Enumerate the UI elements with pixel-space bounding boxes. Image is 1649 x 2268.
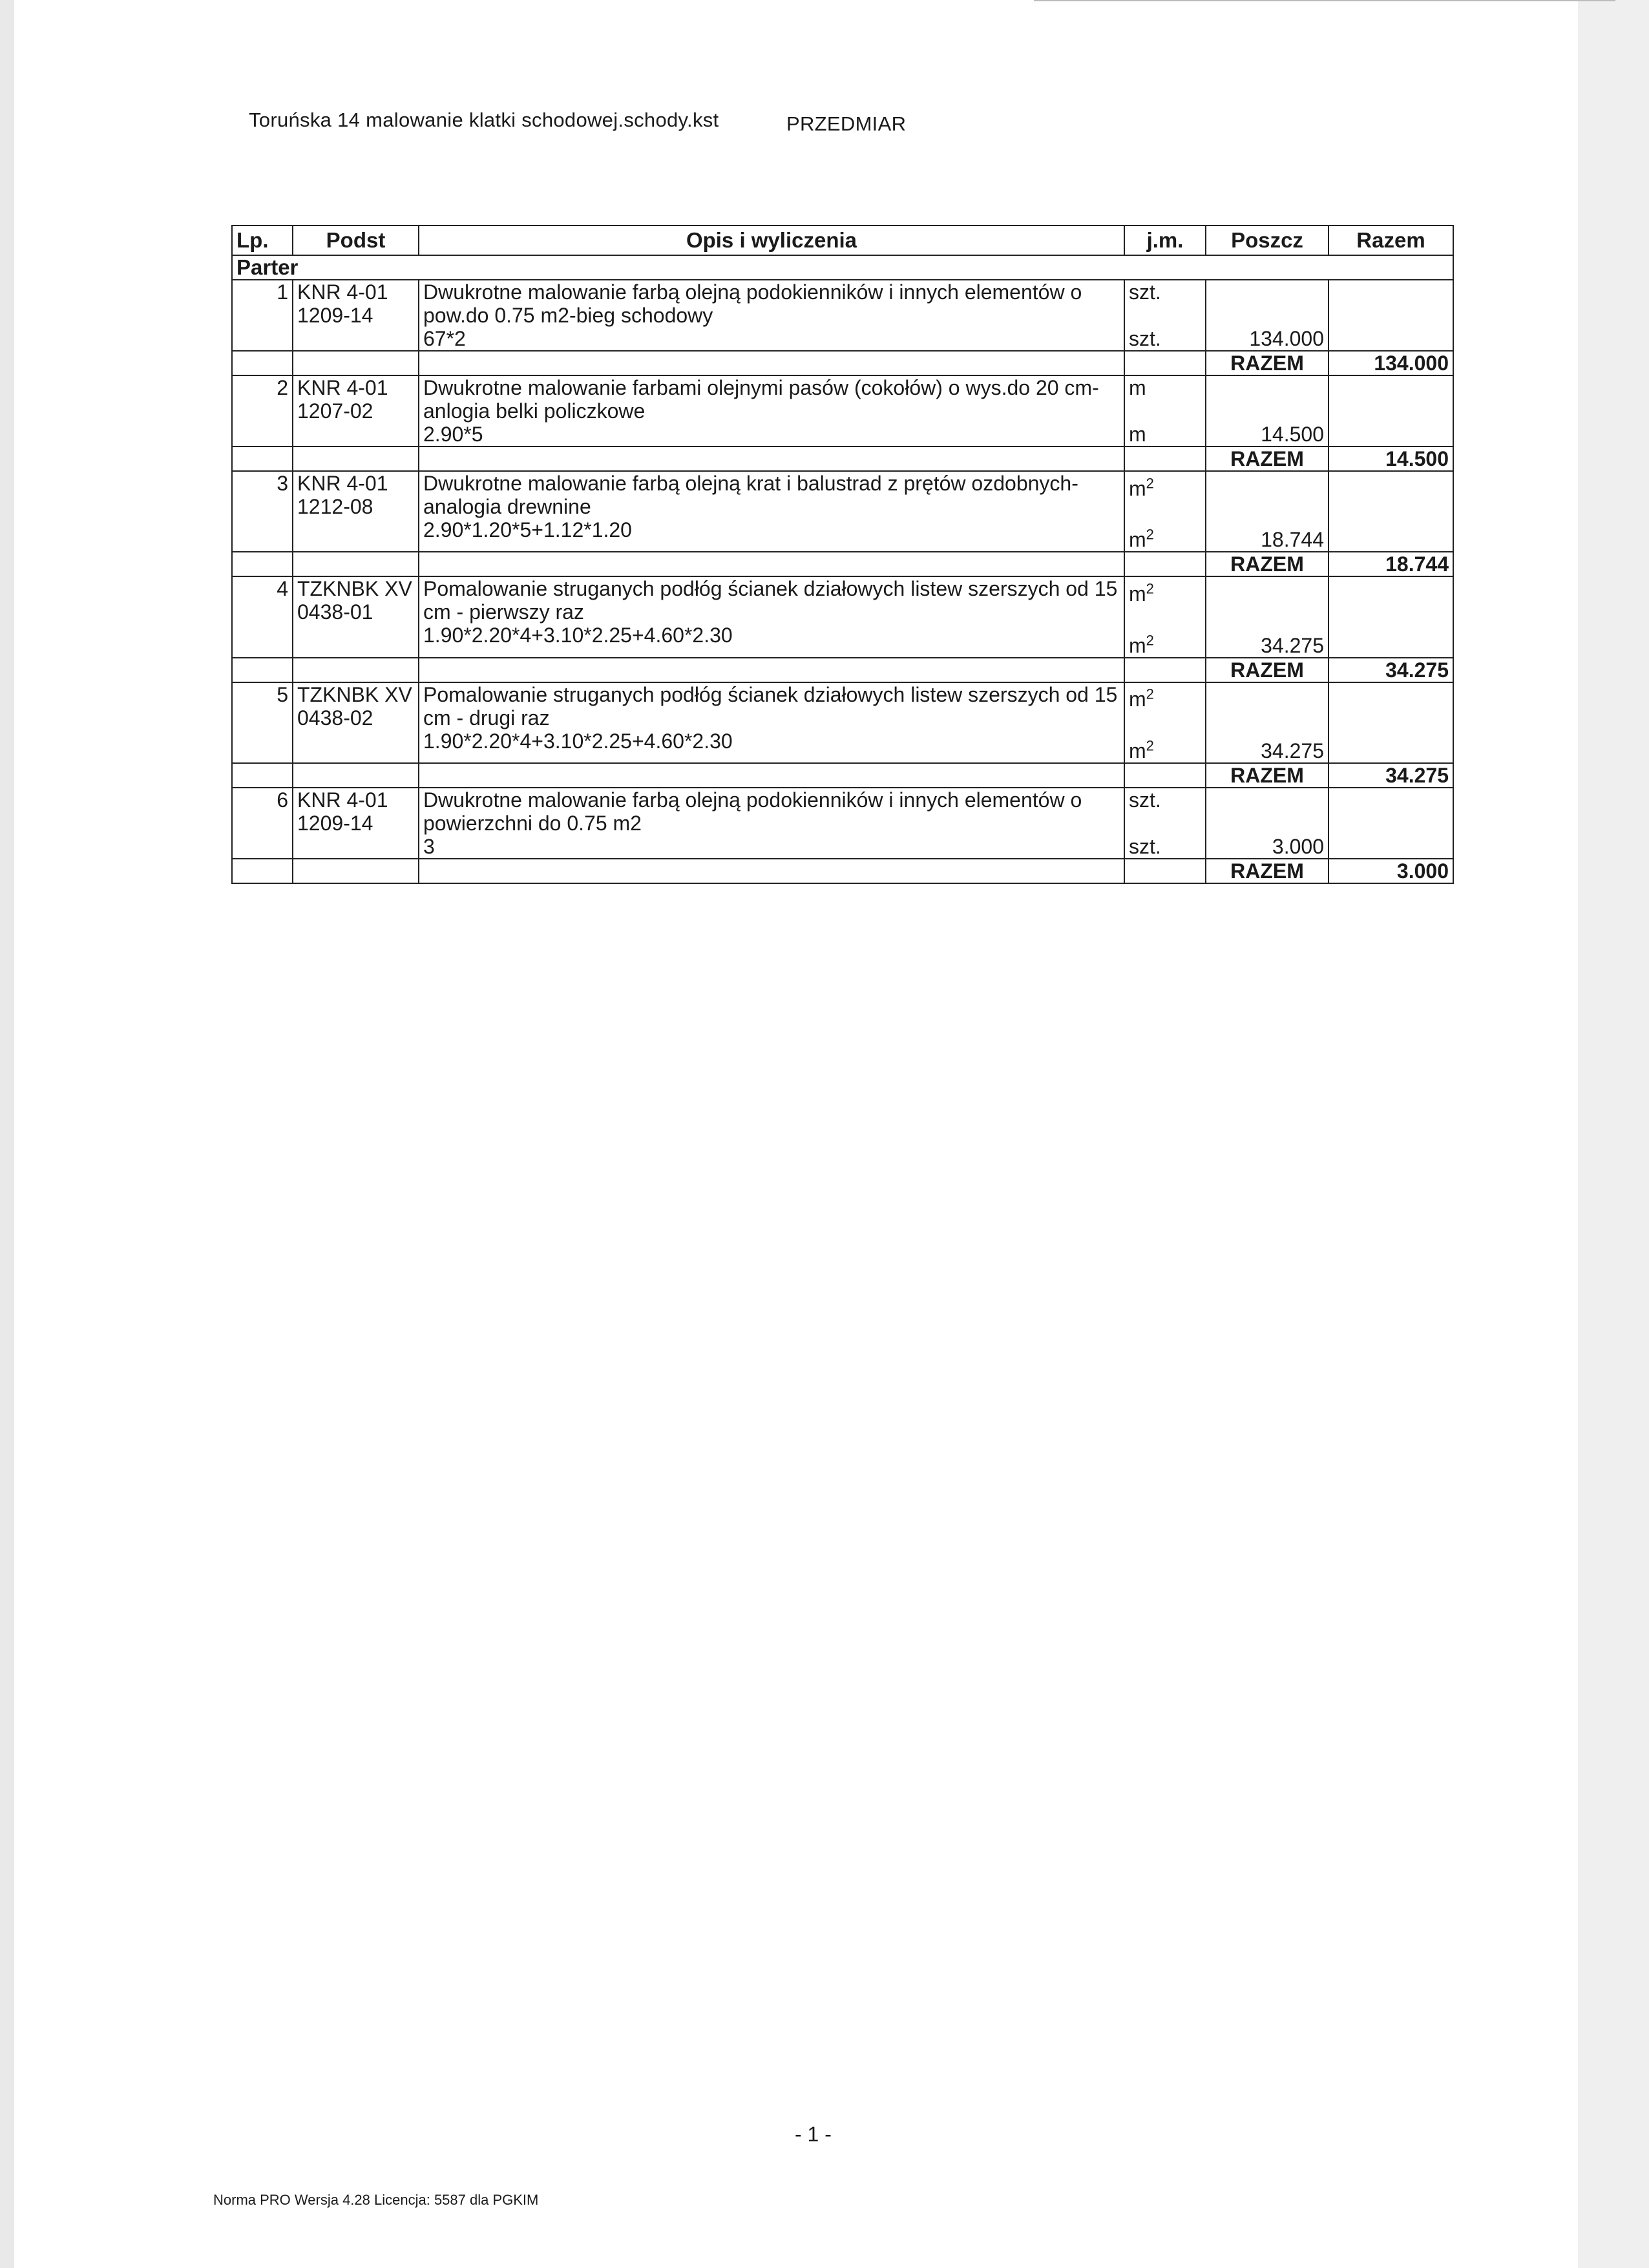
item-poszcz: 34.275: [1206, 682, 1329, 763]
spacer-cell: [293, 552, 419, 576]
razem-label: RAZEM: [1206, 763, 1329, 788]
spacer-cell: [232, 763, 293, 788]
item-unit: m: [1129, 376, 1146, 399]
item-razem-empty: [1329, 280, 1453, 351]
item-total-row: [232, 446, 1453, 471]
item-total-row: [232, 351, 1453, 375]
item-total-row: [232, 552, 1453, 576]
section-row: [232, 255, 1453, 280]
item-razem-empty: [1329, 788, 1453, 859]
table-header-row: [232, 226, 1453, 255]
item-razem: 14.500: [1329, 446, 1453, 471]
item-lp: 2: [232, 375, 293, 446]
razem-label: RAZEM: [1206, 446, 1329, 471]
item-lp: 4: [232, 576, 293, 657]
item-description: [419, 471, 1124, 552]
spacer-cell: [232, 446, 293, 471]
item-row: [232, 682, 1453, 763]
col-razem: Razem: [1329, 226, 1453, 255]
item-razem: 34.275: [1329, 658, 1453, 682]
item-poszcz: 14.500: [1206, 375, 1329, 446]
item-calculation: 1.90*2.20*4+3.10*2.25+4.60*2.30: [423, 624, 733, 647]
page-number: - 1 -: [795, 2123, 832, 2146]
spacer-cell: [419, 351, 1124, 375]
col-podst: Podst: [293, 226, 419, 255]
item-description: [419, 682, 1124, 763]
item-podst: KNR 4-01 1212-08: [293, 471, 419, 552]
spacer-cell: [1124, 859, 1206, 883]
item-opis: Dwukrotne malowanie farbą olejną podokienników i innych elementów o pow.do 0.75 m2-bieg schodowy: [423, 280, 1082, 327]
item-calculation: 67*2: [423, 327, 466, 350]
item-unit: szt.: [1129, 788, 1161, 812]
scan-left-edge: [0, 0, 14, 2268]
razem-label: RAZEM: [1206, 859, 1329, 883]
item-calculation: 2.90*5: [423, 423, 483, 446]
item-calculation: 2.90*1.20*5+1.12*1.20: [423, 518, 632, 541]
item-row: [232, 375, 1453, 446]
file-name: Toruńska 14 malowanie klatki schodowej.schody.kst: [249, 109, 719, 131]
spacer-cell: [1124, 351, 1206, 375]
item-row: [232, 576, 1453, 657]
item-opis: Pomalowanie struganych podłóg ścianek działowych listew szerszych od 15 cm - drugi raz: [423, 682, 1118, 730]
item-total-row: [232, 859, 1453, 883]
item-unit: szt.: [1129, 280, 1161, 304]
spacer-cell: [232, 351, 293, 375]
item-row: [232, 471, 1453, 552]
razem-label: RAZEM: [1206, 552, 1329, 576]
item-jm: [1124, 375, 1206, 446]
spacer-cell: [419, 658, 1124, 682]
item-podst: KNR 4-01 1209-14: [293, 280, 419, 351]
spacer-cell: [419, 446, 1124, 471]
item-total-row: [232, 658, 1453, 682]
spacer-cell: [1124, 552, 1206, 576]
spacer-cell: [293, 351, 419, 375]
item-lp: 1: [232, 280, 293, 351]
item-row: [232, 280, 1453, 351]
item-calc-unit: szt.: [1129, 834, 1161, 858]
item-row: [232, 788, 1453, 859]
spacer-cell: [1124, 446, 1206, 471]
item-jm: [1124, 788, 1206, 859]
spacer-cell: [419, 859, 1124, 883]
item-description: [419, 788, 1124, 859]
col-opis: Opis i wyliczenia: [419, 226, 1124, 255]
item-razem: 34.275: [1329, 763, 1453, 788]
item-unit: $m^2$: [1129, 475, 1154, 500]
razem-label: RAZEM: [1206, 351, 1329, 375]
item-razem-empty: [1329, 471, 1453, 552]
document-header: [249, 109, 907, 135]
item-poszcz: 18.744: [1206, 471, 1329, 552]
item-total-row: [232, 763, 1453, 788]
section-label: Parter: [232, 255, 1453, 280]
spacer-cell: [293, 859, 419, 883]
item-description: [419, 280, 1124, 351]
item-razem: 18.744: [1329, 552, 1453, 576]
item-calculation: 3: [423, 834, 435, 858]
item-lp: 5: [232, 682, 293, 763]
item-jm: [1124, 280, 1206, 351]
item-lp: 6: [232, 788, 293, 859]
item-opis: Dwukrotne malowanie farbą olejną krat i balustrad z prętów ozdobnych-analogia drewnine: [423, 472, 1078, 518]
item-razem: 134.000: [1329, 351, 1453, 375]
item-jm: [1124, 576, 1206, 657]
item-description: [419, 576, 1124, 657]
item-razem-empty: [1329, 576, 1453, 657]
col-lp: Lp.: [232, 226, 293, 255]
item-podst: TZKNBK XV 0438-01: [293, 576, 419, 657]
item-podst: TZKNBK XV 0438-02: [293, 682, 419, 763]
item-calc-unit: $m^2$: [1129, 631, 1154, 657]
col-poszcz: Poszcz: [1206, 226, 1329, 255]
spacer-cell: [293, 446, 419, 471]
item-opis: Dwukrotne malowanie farbami olejnymi pasów (cokołów) o wys.do 20 cm-anlogia belki policzkowe: [423, 376, 1099, 423]
spacer-cell: [419, 552, 1124, 576]
item-unit: $m^2$: [1129, 686, 1154, 711]
spacer-cell: [232, 859, 293, 883]
col-jm: j.m.: [1124, 226, 1206, 255]
item-poszcz: 134.000: [1206, 280, 1329, 351]
spacer-cell: [1124, 763, 1206, 788]
item-razem-empty: [1329, 682, 1453, 763]
spacer-cell: [293, 763, 419, 788]
item-description: [419, 375, 1124, 446]
item-podst: KNR 4-01 1209-14: [293, 788, 419, 859]
item-poszcz: 34.275: [1206, 576, 1329, 657]
item-unit: $m^2$: [1129, 580, 1154, 605]
spacer-cell: [1124, 658, 1206, 682]
bill-of-quantities-table: [231, 225, 1454, 884]
spacer-cell: [293, 658, 419, 682]
item-opis: Pomalowanie struganych podłóg ścianek działowych listew szerszych od 15 cm - pierwszy raz: [423, 577, 1118, 624]
software-footer: Norma PRO Wersja 4.28 Licencja: 5587 dla PGKIM: [213, 2192, 539, 2208]
scan-right-edge: [1578, 0, 1649, 2268]
document-kind: PRZEDMIAR: [786, 112, 907, 135]
item-opis: Dwukrotne malowanie farbą olejną podokienników i innych elementów o powierzchni do 0.75 m2: [423, 788, 1082, 835]
item-calc-unit: $m^2$: [1129, 526, 1154, 552]
spacer-cell: [419, 763, 1124, 788]
item-jm: [1124, 682, 1206, 763]
spacer-cell: [232, 658, 293, 682]
item-calc-unit: $m^2$: [1129, 737, 1154, 762]
item-jm: [1124, 471, 1206, 552]
item-calc-unit: szt.: [1129, 327, 1161, 350]
scan-artifact-line: [1034, 0, 1615, 1]
item-razem: 3.000: [1329, 859, 1453, 883]
spacer-cell: [232, 552, 293, 576]
item-podst: KNR 4-01 1207-02: [293, 375, 419, 446]
item-razem-empty: [1329, 375, 1453, 446]
item-calc-unit: m: [1129, 423, 1146, 446]
item-poszcz: 3.000: [1206, 788, 1329, 859]
item-calculation: 1.90*2.20*4+3.10*2.25+4.60*2.30: [423, 729, 733, 753]
razem-label: RAZEM: [1206, 658, 1329, 682]
item-lp: 3: [232, 471, 293, 552]
